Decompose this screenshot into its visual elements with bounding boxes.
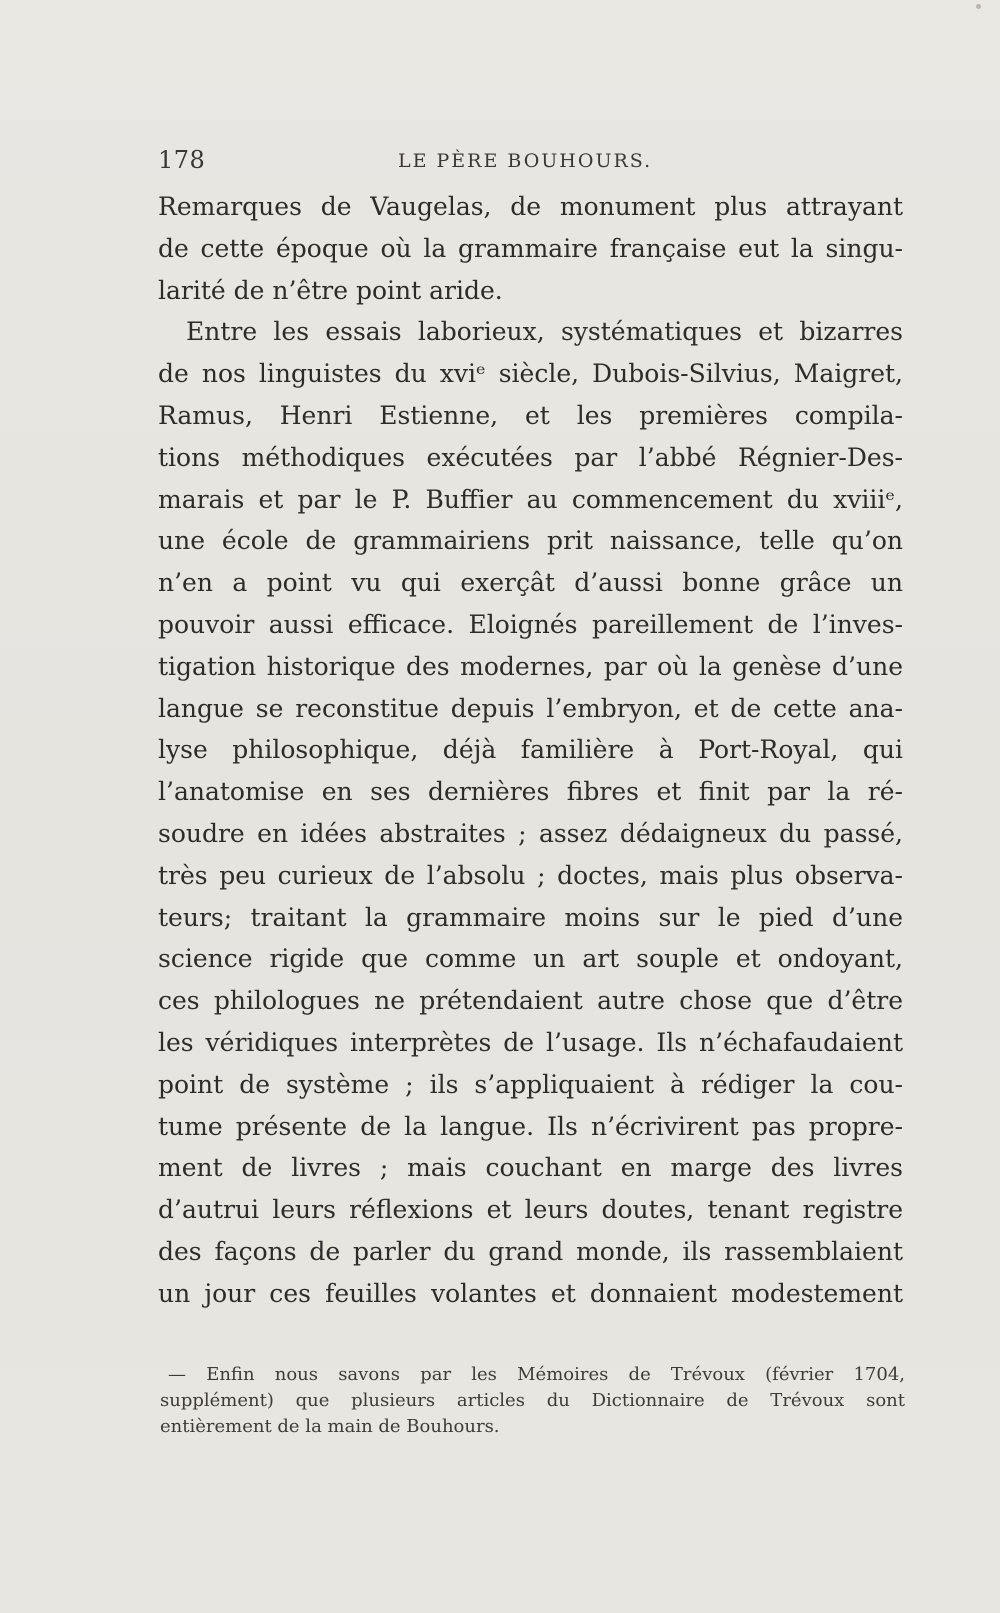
speck-mark bbox=[976, 4, 981, 9]
text-line: les véridiques interprètes de l’usage. Ils n’échafaudaient bbox=[158, 1027, 903, 1057]
footnote-line: — Enfin nous savons par les Mémoires de Trévoux (février 1704, bbox=[168, 1364, 905, 1385]
footnote-line: supplément) que plusieurs articles du Dictionnaire de Trévoux sont bbox=[160, 1390, 905, 1411]
text-line: teurs; traitant la grammaire moins sur le pied d’une bbox=[158, 902, 903, 932]
text-line: ces philologues ne prétendaient autre chose que d’être bbox=[158, 986, 903, 1016]
text-line: ment de livres ; mais couchant en marge des livres bbox=[158, 1153, 903, 1183]
text-line: d’autrui leurs réflexions et leurs doutes, tenant registre bbox=[158, 1195, 903, 1225]
text-line: un jour ces feuilles volantes et donnaient modestement bbox=[158, 1278, 903, 1308]
running-title: LE PÈRE BOUHOURS. bbox=[398, 150, 653, 172]
text-line: de cette époque où la grammaire française eut la singu- bbox=[158, 233, 903, 263]
text-line: l’anatomise en ses dernières fibres et finit par la ré- bbox=[158, 777, 903, 807]
text-line: pouvoir aussi efficace. Eloignés pareillement de l’inves- bbox=[158, 609, 903, 639]
footnote bbox=[160, 1362, 905, 1440]
text-line: n’en a point vu qui exerçât d’aussi bonne grâce un bbox=[158, 568, 903, 598]
text-line: très peu curieux de l’absolu ; doctes, mais plus observa- bbox=[158, 860, 903, 890]
text-line: de nos linguistes du xviᵉ siècle, Dubois-Silvius, Maigret, bbox=[158, 359, 903, 389]
text-line: Remarques de Vaugelas, de monument plus attrayant bbox=[158, 192, 903, 221]
text-line: Ramus, Henri Estienne, et les premières compila- bbox=[158, 400, 903, 430]
text-line: tigation historique des modernes, par où la genèse d’une bbox=[158, 651, 903, 681]
text-line: point de système ; ils s’appliquaient à rédiger la cou- bbox=[158, 1069, 903, 1099]
page-header bbox=[158, 140, 903, 180]
text-line: lyse philosophique, déjà familière à Port-Royal, qui bbox=[158, 735, 903, 765]
text-line: tume présente de la langue. Ils n’écrivirent pas propre- bbox=[158, 1111, 903, 1141]
text-line: tions méthodiques exécutées par l’abbé Régnier-Des- bbox=[158, 442, 903, 472]
text-line: Entre les essais laborieux, systématiques et bizarres bbox=[186, 317, 903, 347]
text-line: science rigide que comme un art souple et ondoyant, bbox=[158, 944, 903, 974]
text-line: des façons de parler du grand monde, ils rassemblaient bbox=[158, 1236, 903, 1266]
text-line: soudre en idées abstraites ; assez dédaigneux du passé, bbox=[158, 818, 903, 848]
page-number: 178 bbox=[158, 146, 206, 174]
text-line: langue se reconstitue depuis l’embryon, et de cette ana- bbox=[158, 693, 903, 723]
text-line: larité de n’être point aride. bbox=[158, 275, 503, 305]
text-line: une école de grammairiens prit naissance, telle qu’on bbox=[158, 526, 903, 556]
main-text bbox=[158, 186, 903, 1315]
text-line: marais et par le P. Buffier au commencement du xviiiᵉ, bbox=[158, 484, 903, 514]
footnote-line: entièrement de la main de Bouhours. bbox=[160, 1416, 500, 1437]
